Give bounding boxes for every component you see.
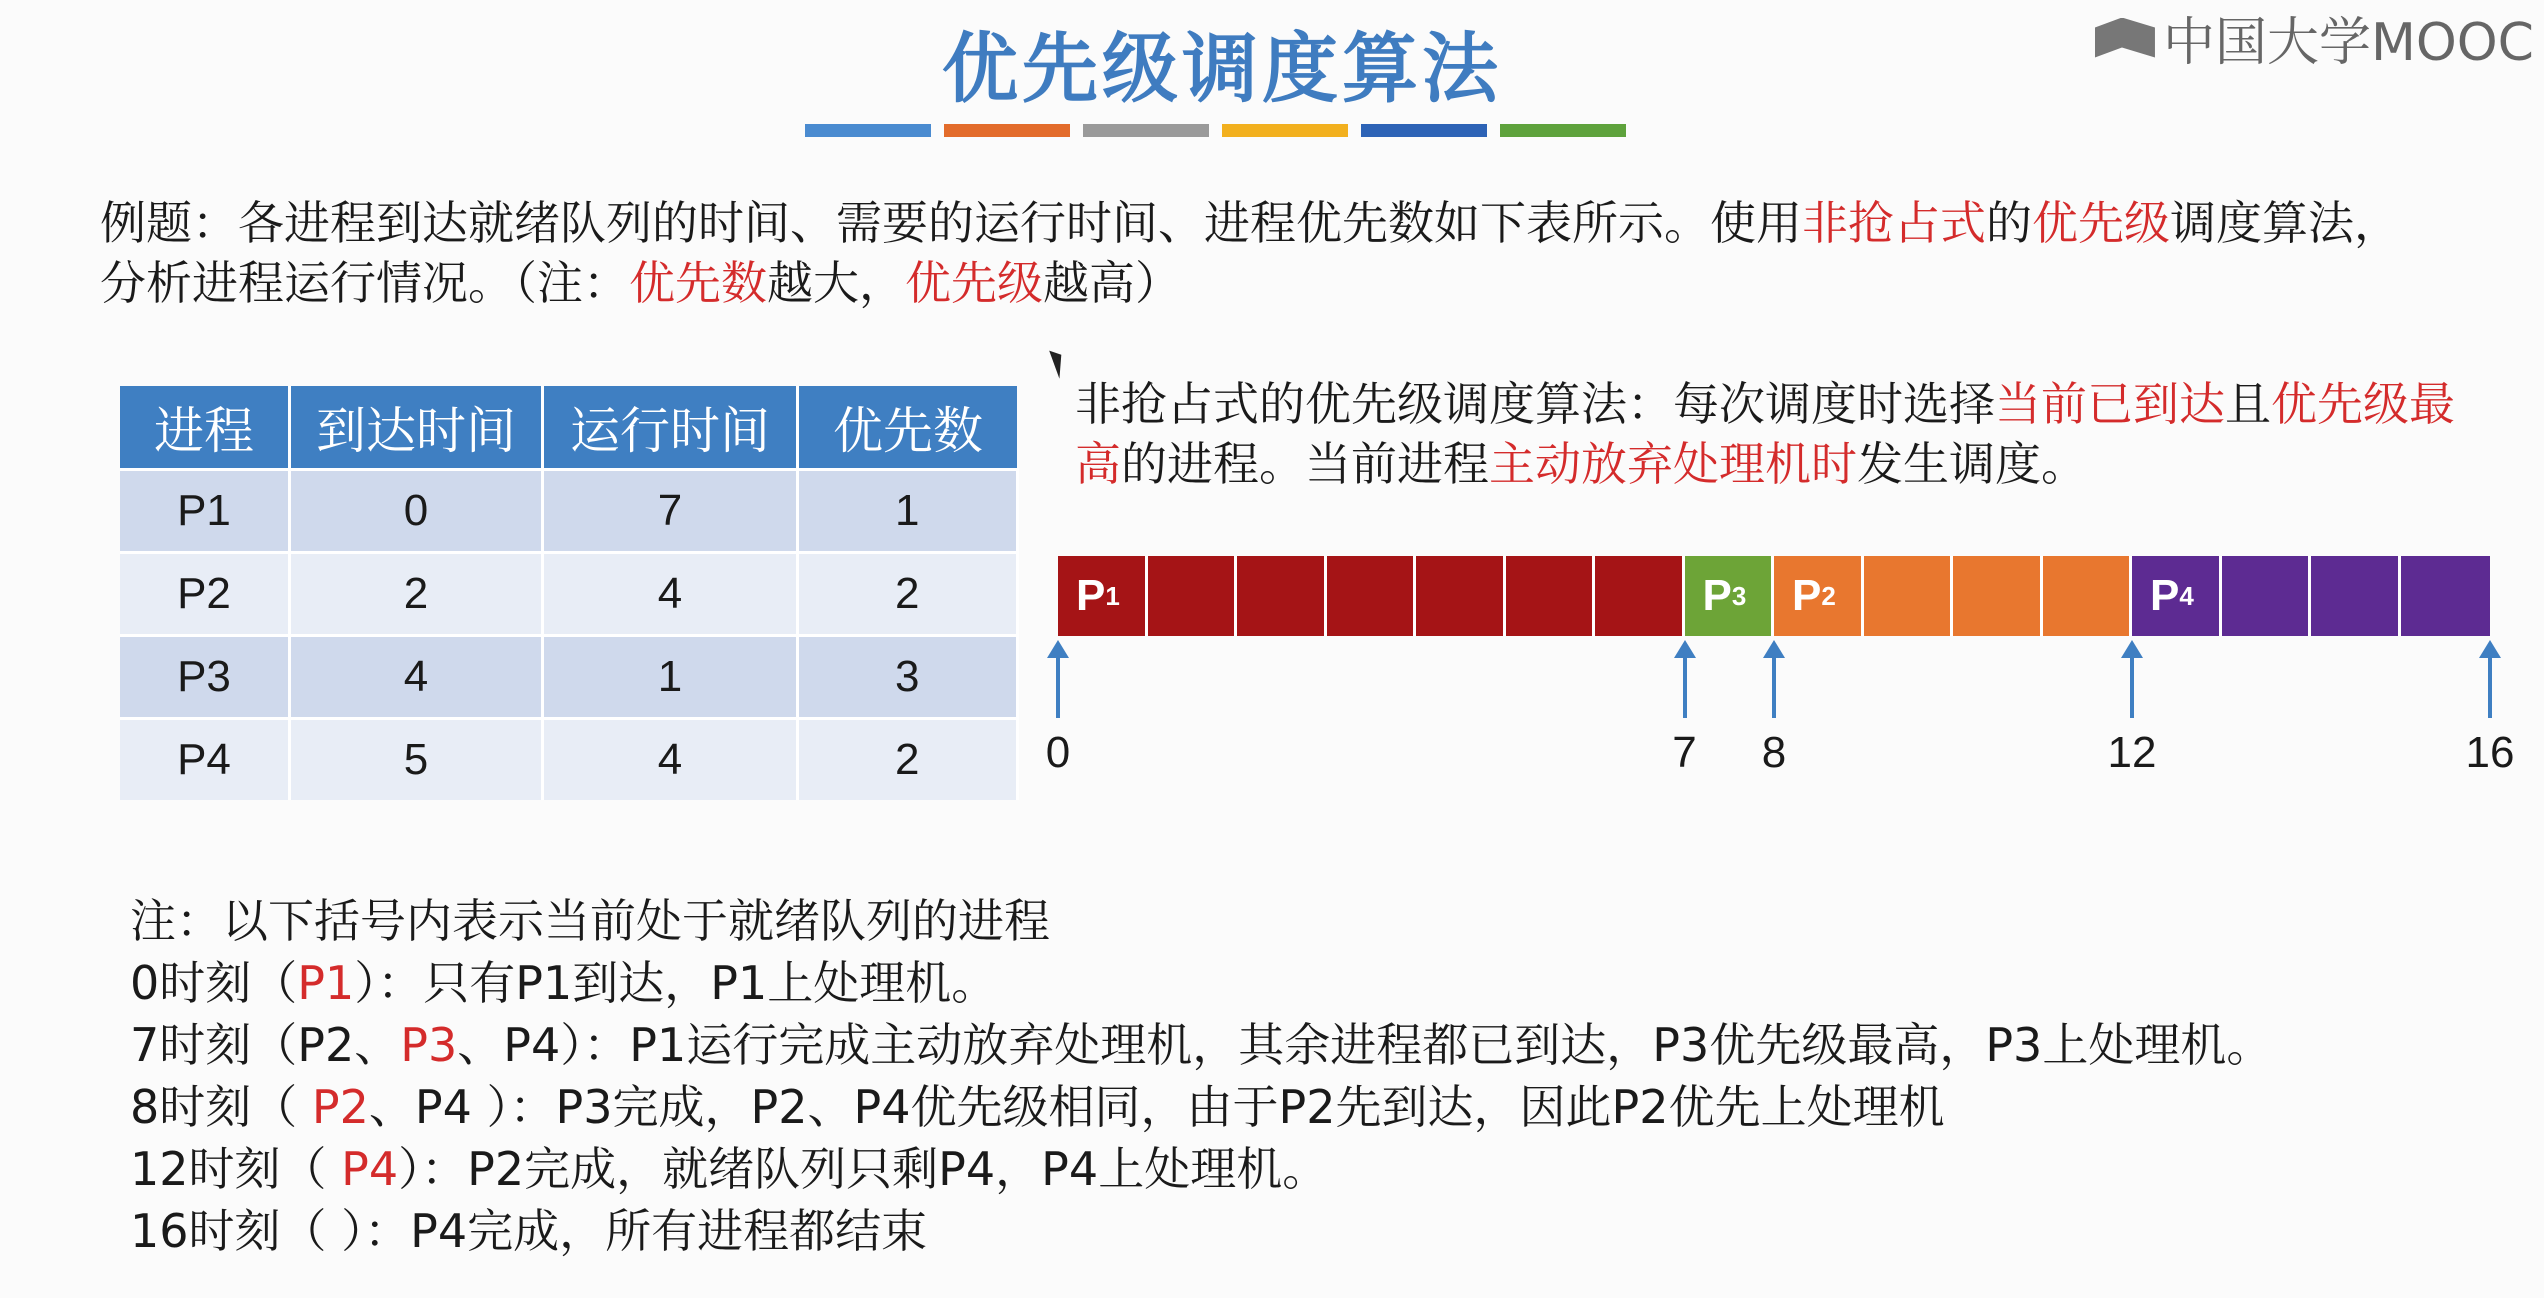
time-tick-label: 12 bbox=[2107, 728, 2157, 777]
table-cell: P2 bbox=[120, 553, 290, 636]
text-run: 8时刻（ bbox=[130, 1080, 312, 1134]
table-row bbox=[120, 636, 1017, 719]
text-run: 越高） bbox=[1043, 256, 1181, 310]
gantt-unit-cell bbox=[1148, 556, 1238, 636]
gantt-unit-cell bbox=[1595, 556, 1685, 636]
table-cell: 4 bbox=[290, 636, 543, 719]
text-run: 、P4）：P1运行完成主动放弃处理机，其余进程都已到达，P3优先级最高，P3上处理机。 bbox=[457, 1018, 2273, 1072]
note-line bbox=[130, 1200, 2272, 1262]
highlighted-text: 优先数 bbox=[629, 256, 767, 310]
time-tick-label: 8 bbox=[1761, 728, 1787, 777]
text-run: ）：只有P1到达，P1上处理机。 bbox=[354, 956, 998, 1010]
highlighted-text: 非抢占式 bbox=[1802, 196, 1986, 250]
table-row bbox=[120, 719, 1017, 801]
highlighted-text: 优先级 bbox=[2032, 196, 2170, 250]
text-run: 注：以下括号内表示当前处于就绪队列的进程 bbox=[130, 894, 1050, 948]
segment-label-subscript: 4 bbox=[2179, 580, 2194, 611]
highlighted-text: P2 bbox=[311, 1080, 369, 1134]
gantt-unit-cell bbox=[1327, 556, 1417, 636]
text-run: 越大， bbox=[767, 256, 905, 310]
mouse-cursor-icon bbox=[1049, 347, 1069, 379]
text-run: 非抢占式的优先级调度算法：每次调度时选择 bbox=[1075, 377, 1995, 431]
table-cell: 2 bbox=[798, 719, 1018, 801]
text-run: 7时刻（P2、 bbox=[130, 1018, 401, 1072]
text-run: 16时刻（ ）：P4完成，所有进程都结束 bbox=[130, 1204, 928, 1258]
gantt-unit-cell bbox=[2311, 556, 2401, 636]
table-cell: 2 bbox=[290, 553, 543, 636]
segment-label-subscript: 2 bbox=[1821, 580, 1836, 611]
algorithm-rule bbox=[1075, 374, 2495, 494]
table-cell: 3 bbox=[798, 636, 1018, 719]
table-cell: 1 bbox=[798, 470, 1018, 553]
table-cell: P3 bbox=[120, 636, 290, 719]
note-line bbox=[130, 1014, 2272, 1076]
highlighted-text: P4 bbox=[341, 1142, 399, 1196]
gantt-segment-start bbox=[2132, 556, 2222, 636]
highlighted-text: 优先级最高 bbox=[1075, 377, 2455, 491]
text-run: 0时刻（ bbox=[130, 956, 298, 1010]
stripe bbox=[1500, 124, 1626, 137]
text-run: ）：P2完成，就绪队列只剩P4，P4上处理机。 bbox=[398, 1142, 1329, 1196]
gantt-segment-start bbox=[1058, 556, 1148, 636]
segment-label: P bbox=[1076, 571, 1106, 620]
mooc-logo bbox=[2095, 0, 2534, 75]
gantt-unit-cell bbox=[1953, 556, 2043, 636]
gantt-unit-cell bbox=[1864, 556, 1954, 636]
stripe bbox=[1083, 124, 1209, 137]
slide-title: 优先级调度算法 bbox=[942, 24, 1502, 113]
table-cell: P4 bbox=[120, 719, 290, 801]
gantt-unit-cell bbox=[1416, 556, 1506, 636]
text-run: 调度算法，分析进程运行情况。（注： bbox=[100, 196, 2400, 310]
stripe bbox=[805, 124, 931, 137]
segment-label: P bbox=[2150, 571, 2180, 620]
segment-label-subscript: 3 bbox=[1731, 580, 1747, 611]
note-line bbox=[130, 952, 2272, 1014]
highlighted-text: 优先级 bbox=[905, 256, 1043, 310]
gantt-unit-cell bbox=[1237, 556, 1327, 636]
highlighted-text: 主动放弃处理机时 bbox=[1489, 437, 1857, 491]
gantt-segment-start bbox=[1685, 556, 1775, 636]
text-run: 、P4 ）：P3完成，P2、P4优先级相同，由于P2先到达，因此P2优先上处理机 bbox=[368, 1080, 1945, 1134]
gantt-unit-cell bbox=[2043, 556, 2133, 636]
time-tick-label: 16 bbox=[2465, 728, 2515, 777]
stripe bbox=[1361, 124, 1487, 137]
table-cell: 7 bbox=[543, 470, 798, 553]
gantt-segment-start bbox=[1774, 556, 1864, 636]
stripe bbox=[1222, 124, 1348, 137]
table-cell: 4 bbox=[543, 553, 798, 636]
text-run: 的进程。当前进程 bbox=[1121, 437, 1489, 491]
text-run: 12时刻（ bbox=[130, 1142, 342, 1196]
header-cell: 优先数 bbox=[798, 386, 1018, 470]
table-cell: P1 bbox=[120, 470, 290, 553]
segment-label: P bbox=[1792, 571, 1822, 620]
segment-label-subscript: 1 bbox=[1105, 580, 1120, 611]
text-run: 发生调度。 bbox=[1857, 437, 2087, 491]
header-cell: 到达时间 bbox=[290, 386, 543, 470]
text-run: 的 bbox=[1986, 196, 2032, 250]
time-tick-label: 0 bbox=[1045, 728, 1071, 777]
table-cell: 0 bbox=[290, 470, 543, 553]
table-row bbox=[120, 553, 1017, 636]
table-header-row bbox=[120, 386, 1017, 470]
segment-label: P bbox=[1702, 571, 1732, 620]
time-tick-label: 7 bbox=[1672, 728, 1697, 777]
highlighted-text: P1 bbox=[297, 956, 355, 1010]
stripe bbox=[944, 124, 1070, 137]
highlighted-text: P3 bbox=[400, 1018, 458, 1072]
note-line bbox=[130, 1076, 2272, 1138]
note-line bbox=[130, 1138, 2272, 1200]
logo-text: 中国大学MOOC bbox=[2162, 13, 2534, 73]
problem-statement bbox=[100, 193, 2420, 313]
gantt-unit-cell bbox=[2401, 556, 2491, 636]
gantt-unit-cell bbox=[1506, 556, 1596, 636]
header-cell: 运行时间 bbox=[543, 386, 798, 470]
text-run: 例题：各进程到达就绪队列的时间、需要的运行时间、进程优先数如下表所示。使用 bbox=[100, 196, 1802, 250]
table-row bbox=[120, 470, 1017, 553]
mooc-book-icon bbox=[2095, 18, 2155, 58]
table-cell: 1 bbox=[543, 636, 798, 719]
gantt-unit-cell bbox=[2222, 556, 2312, 636]
highlighted-text: 当前已到达 bbox=[1995, 377, 2225, 431]
process-table bbox=[120, 386, 1019, 800]
title-underline-stripes bbox=[805, 124, 1626, 138]
table-cell: 5 bbox=[290, 719, 543, 801]
text-run: 且 bbox=[2225, 377, 2271, 431]
table-cell: 2 bbox=[798, 553, 1018, 636]
header-cell: 进程 bbox=[120, 386, 290, 470]
note-line bbox=[130, 890, 2272, 952]
gantt-chart bbox=[1058, 556, 2490, 636]
explanation-notes bbox=[130, 890, 2272, 1262]
table-cell: 4 bbox=[543, 719, 798, 801]
